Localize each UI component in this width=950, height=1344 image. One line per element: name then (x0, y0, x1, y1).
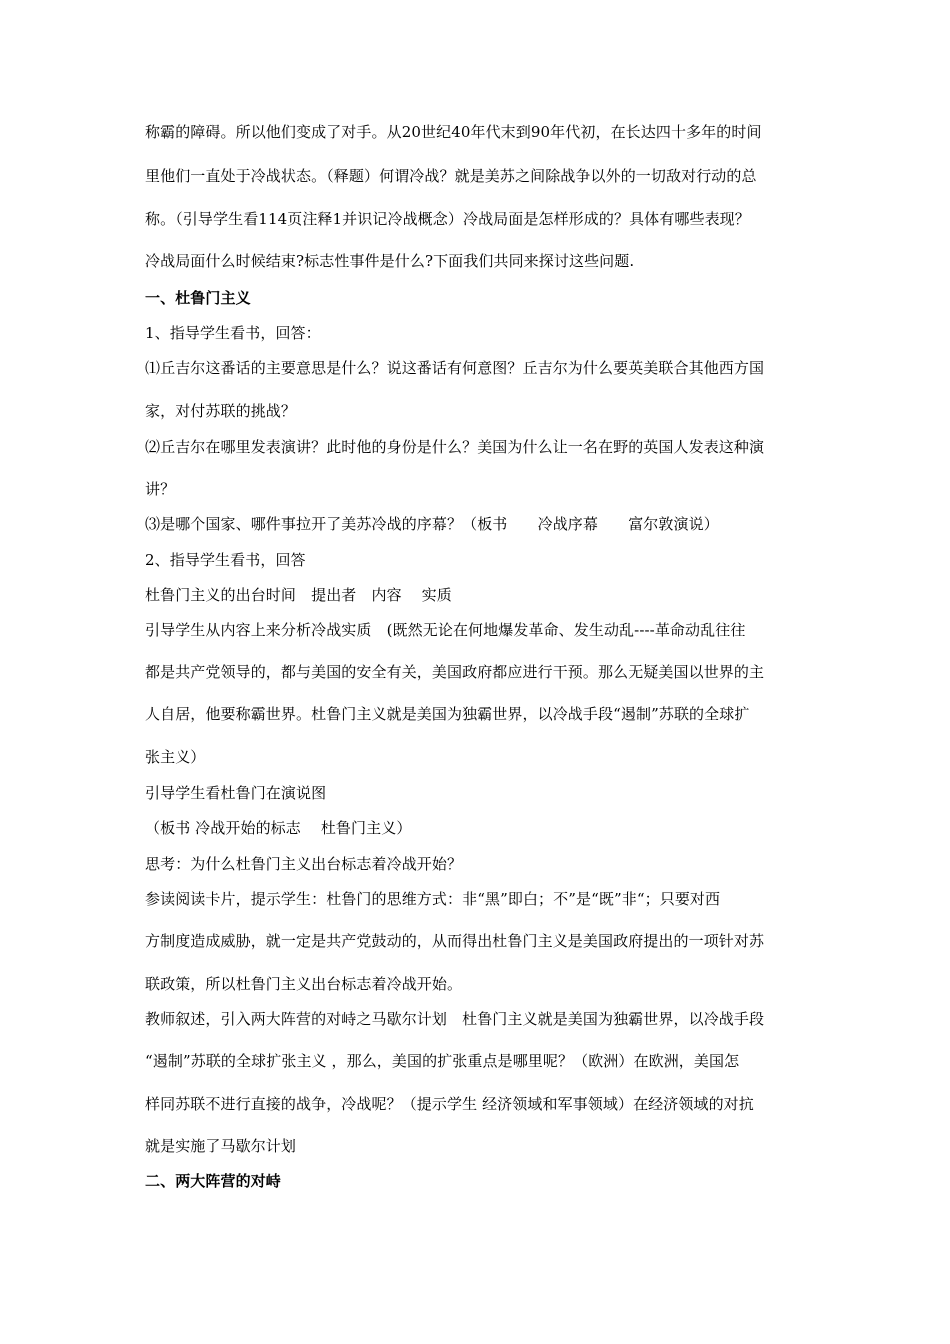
paragraph-line: 思考：为什么杜鲁门主义出台标志着冷战开始？ (145, 855, 463, 873)
paragraph-line: 1、指导学生看书，回答： (145, 324, 321, 342)
paragraph-line: 讲？ (145, 480, 176, 498)
paragraph-line: 样同苏联不进行直接的战争，冷战呢？（提示学生 经济领域和军事领域）在经济领域的对抗 (145, 1095, 754, 1113)
section-heading: 一、杜鲁门主义 (145, 289, 251, 307)
paragraph-line: 联政策，所以杜鲁门主义出台标志着冷战开始。 (145, 975, 463, 993)
paragraph-line: ⑶是哪个国家、哪件事拉开了美苏冷战的序幕？（板书 冷战序幕 富尔敦演说） (145, 515, 719, 533)
paragraph-line: 里他们一直处于冷战状态。（释题）何谓冷战？就是美苏之间除战争以外的一切敌对行动的总 (145, 167, 757, 185)
paragraph-line: 方制度造成威胁，就一定是共产党鼓动的，从而得出杜鲁门主义是美国政府提出的一项针对苏 (145, 932, 765, 950)
paragraph-line: ⑵丘吉尔在哪里发表演讲？此时他的身份是什么？美国为什么让一名在野的英国人发表这种演 (145, 438, 765, 456)
paragraph-line: 参读阅读卡片，提示学生：杜鲁门的思维方式：非“黑”即白；不”是“既”非“；只要对西 (145, 890, 721, 908)
paragraph-line: 杜鲁门主义的出台时间 提出者 内容 实质 (145, 586, 452, 604)
paragraph-line: 2、指导学生看书，回答 (145, 551, 306, 569)
paragraph-line: 都是共产党领导的，都与美国的安全有关，美国政府都应进行干预。那么无疑美国以世界的主 (145, 663, 765, 681)
section-heading: 二、两大阵营的对峙 (145, 1172, 281, 1190)
paragraph-line: 称霸的障碍。所以他们变成了对手。从20世纪40年代末到90年代初，在长达四十多年的时间 (145, 123, 762, 141)
paragraph-line: 就是实施了马歇尔计划 (145, 1137, 297, 1155)
paragraph-line: 引导学生从内容上来分析冷战实质 (既然无论在何地爆发革命、发生动乱----革命动乱往往 (145, 621, 746, 639)
paragraph-line: ⑴丘吉尔这番话的主要意思是什么？说这番话有何意图？丘吉尔为什么要英美联合其他西方国 (145, 359, 765, 377)
paragraph-line: 家，对付苏联的挑战？ (145, 402, 297, 420)
paragraph-line: （板书 冷战开始的标志 杜鲁门主义） (145, 819, 412, 837)
paragraph-line: “遏制”苏联的全球扩张主义 ，那么，美国的扩张重点是哪里呢？（欧洲）在欧洲，美国怎 (145, 1052, 740, 1070)
paragraph-line: 教师叙述，引入两大阵营的对峙之马歇尔计划 杜鲁门主义就是美国为独霸世界，以冷战手段 (145, 1010, 765, 1028)
paragraph-line: 称。（引导学生看114页注释1并识记冷战概念）冷战局面是怎样形成的？具体有哪些表现？ (145, 210, 750, 228)
paragraph-line: 人自居，他要称霸世界。杜鲁门主义就是美国为独霸世界，以冷战手段“遏制”苏联的全球扩 (145, 705, 750, 723)
paragraph-line: 张主义） (145, 748, 206, 766)
paragraph-line: 引导学生看杜鲁门在演说图 (145, 784, 327, 802)
paragraph-line: 冷战局面什么时候结束?标志性事件是什么?下面我们共同来探讨这些问题. (145, 252, 635, 270)
